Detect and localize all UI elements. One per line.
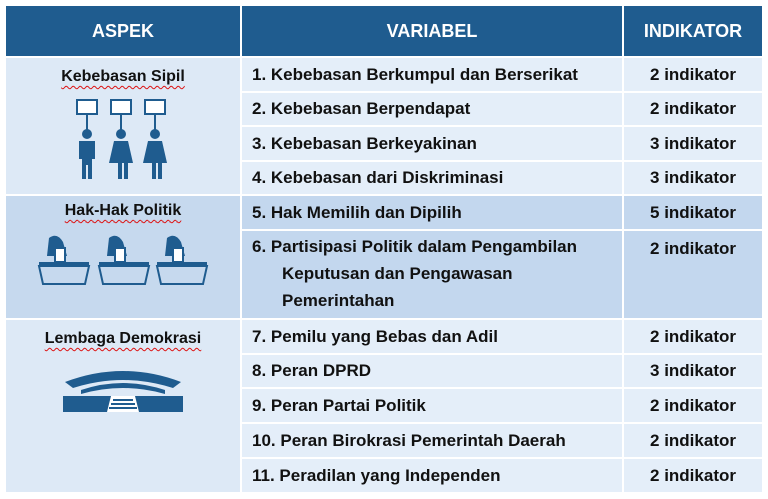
- variabel-row-3: 3. Kebebasan Berkeyakinan: [242, 127, 622, 160]
- aspek-title: Kebebasan Sipil: [61, 68, 185, 85]
- aspek-kebebasan-sipil: [6, 58, 240, 194]
- header-aspek: ASPEK: [6, 6, 240, 56]
- indicator-table: [6, 6, 762, 492]
- header-variabel: VARIABEL: [242, 6, 622, 56]
- indikator-row-3: 3 indikator: [624, 127, 762, 160]
- indikator-row-1: 2 indikator: [624, 58, 762, 91]
- aspek-title: Hak-Hak Politik: [64, 202, 182, 219]
- protest-people-icon: [73, 98, 173, 180]
- variabel-row-9: 9. Peran Partai Politik: [242, 389, 622, 422]
- variabel-row-1: 1. Kebebasan Berkumpul dan Berserikat: [242, 58, 622, 91]
- indikator-row-8: 3 indikator: [624, 355, 762, 387]
- variabel-row-6: [242, 231, 622, 318]
- variabel-line-1: 6. Partisipasi Politik dalam Pengambilan: [252, 237, 578, 256]
- indikator-row-11: 2 indikator: [624, 459, 762, 492]
- variabel-line-3: Pemerintahan: [282, 291, 395, 310]
- variabel-row-5: 5. Hak Memilih dan Dipilih: [242, 196, 622, 229]
- variabel-line-2: Keputusan dan Pengawasan: [282, 264, 513, 283]
- variabel-row-6-text: [252, 233, 577, 314]
- variabel-row-2: 2. Kebebasan Berpendapat: [242, 93, 622, 125]
- aspek-title: Lembaga Demokrasi: [44, 330, 202, 347]
- variabel-row-4: 4. Kebebasan dari Diskriminasi: [242, 162, 622, 194]
- variabel-row-11: 11. Peradilan yang Independen: [242, 459, 622, 492]
- indikator-row-4: 3 indikator: [624, 162, 762, 194]
- aspek-lembaga-demokrasi: [6, 320, 240, 492]
- variabel-row-8: 8. Peran DPRD: [242, 355, 622, 387]
- aspek-hak-hak-politik: [6, 196, 240, 318]
- indikator-row-6: 2 indikator: [624, 231, 762, 318]
- indikator-row-9: 2 indikator: [624, 389, 762, 422]
- variabel-row-7: 7. Pemilu yang Bebas dan Adil: [242, 320, 622, 353]
- indikator-row-5: 5 indikator: [624, 196, 762, 229]
- header-indikator: INDIKATOR: [624, 6, 762, 56]
- indikator-row-2: 2 indikator: [624, 93, 762, 125]
- variabel-row-10: 10. Peran Birokrasi Pemerintah Daerah: [242, 424, 622, 457]
- indikator-row-10: 2 indikator: [624, 424, 762, 457]
- indikator-row-7: 2 indikator: [624, 320, 762, 353]
- ballot-voting-icon: [37, 234, 209, 286]
- parliament-building-icon: [61, 366, 185, 414]
